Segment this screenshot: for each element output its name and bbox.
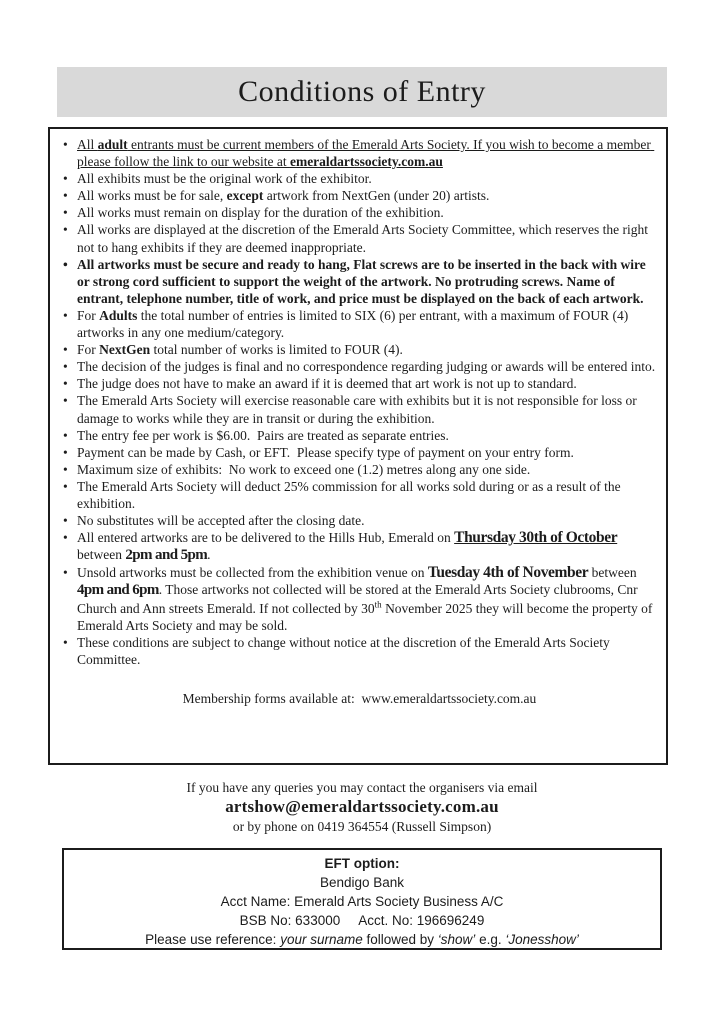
text-run: . <box>207 547 211 563</box>
bullet-marker: • <box>63 444 68 460</box>
condition-item <box>62 341 657 358</box>
bullet-marker: • <box>63 256 68 272</box>
condition-item <box>62 307 657 341</box>
condition-item <box>62 221 657 255</box>
conditions-list <box>62 136 657 668</box>
text-run: your surname <box>280 932 363 947</box>
eft-box <box>62 848 662 950</box>
contact-phone: or by phone on 0419 364554 (Russell Simpson) <box>232 819 492 834</box>
condition-item <box>62 478 657 512</box>
text-run: Adults <box>99 307 138 323</box>
text-run: artwork from NextGen (under 20) artists. <box>263 188 490 204</box>
text-run: ‘show’ <box>437 932 476 947</box>
text-run: No substitutes will be accepted after the closing date. <box>77 513 365 529</box>
text-run: These conditions are subject to change without notice at the discretion of the Emerald Arts Society Committee. <box>77 634 614 667</box>
contact-intro: If you have any queries you may contact the organisers via email <box>186 780 538 795</box>
bullet-marker: • <box>63 565 68 581</box>
condition-item <box>62 256 657 307</box>
condition-item <box>62 512 657 529</box>
condition-item <box>62 358 657 375</box>
condition-item <box>62 564 657 633</box>
text-run: the total number of entries is limited to SIX (6) per entrant, with a maximum of FOUR (4) artworks in any one medium/category. <box>77 307 632 341</box>
text-run: For <box>77 342 100 358</box>
bullet-marker: • <box>63 513 68 529</box>
text-run: Payment can be made by Cash, or EFT. Please specify type of payment on your entry form. <box>77 444 574 460</box>
condition-item <box>62 444 657 461</box>
text-run: The Emerald Arts Society will deduct 25% commission for all works sold during or as a result of the exhibition. <box>77 478 625 511</box>
condition-item <box>62 392 657 426</box>
bullet-marker: • <box>63 137 68 152</box>
text-run: emeraldartssociety.com.au <box>289 154 443 170</box>
text-run: 2pm and 5pm <box>125 547 208 564</box>
text-run: th <box>374 599 382 610</box>
eft-reference <box>64 930 660 949</box>
text-run: All artworks must be secure and ready to hang, Flat screws are to be inserted in the back with wire or strong cord sufficient to support the weight of the artwork. No protruding screws. Name of entrant, telephone number, title of work, and price must be displayed on the back of each artwork. <box>77 256 650 306</box>
text-run: The Emerald Arts Society will exercise reasonable care with exhibits but it is not responsible for loss or damage to works while they are in transit or during the exhibition. <box>77 393 641 426</box>
bullet-marker: • <box>63 205 68 221</box>
page-title: Conditions of Entry <box>238 75 486 108</box>
bullet-marker: • <box>63 427 68 443</box>
condition-item <box>62 427 657 444</box>
eft-bank: Bendigo Bank <box>319 875 405 890</box>
page-title-banner <box>57 67 667 117</box>
text-run: between <box>77 530 621 563</box>
contact-block <box>0 779 724 836</box>
eft-numbers: BSB No: 633000 Acct. No: 196696249 <box>239 913 485 928</box>
text-run: For <box>77 307 100 323</box>
conditions-box <box>48 127 668 765</box>
text-run: The judge does not have to make an award if it is deemed that art work is not up to standard. <box>77 376 577 392</box>
bullet-marker: • <box>63 478 68 494</box>
text-run: ‘Jonesshow’ <box>505 932 579 947</box>
text-run: November 2025 they will become the property of Emerald Arts Society and may be sold. <box>77 600 656 633</box>
text-run: . Those artworks not collected will be stored at the Emerald Arts Society clubrooms, Cnr Church and Ann streets Emerald. If not collected by 30 <box>77 582 642 616</box>
text-run: Tuesday 4th of November <box>427 564 589 582</box>
text-run: between <box>588 565 640 581</box>
text-run: total number of works is limited to FOUR (4). <box>150 342 403 358</box>
condition-item <box>62 634 657 668</box>
text-run: All exhibits must be the original work of the exhibitor. <box>77 171 372 187</box>
bullet-marker: • <box>63 530 68 546</box>
text-run: NextGen <box>99 342 151 358</box>
condition-item <box>62 529 657 564</box>
bullet-marker: • <box>63 222 68 238</box>
text-run: entrants must be current members of the Emerald Arts Society. If you wish to become a member please follow the link to our website at <box>77 137 655 170</box>
text-run: Unsold artworks must be collected from the exhibition venue on <box>77 565 428 581</box>
bullet-marker: • <box>63 307 68 323</box>
text-run: e.g. <box>475 932 506 947</box>
text-run: followed by <box>362 932 438 947</box>
text-run: All <box>77 137 98 152</box>
contact-email: artshow@emeraldartssociety.com.au <box>225 797 499 816</box>
bullet-marker: • <box>63 634 68 650</box>
bullet-marker: • <box>63 342 68 358</box>
bullet-marker: • <box>63 461 68 477</box>
bullet-marker: • <box>63 188 68 204</box>
text-run: The entry fee per work is $6.00. Pairs are treated as separate entries. <box>77 427 449 443</box>
eft-title: EFT option: <box>324 856 400 871</box>
condition-item <box>62 187 657 204</box>
text-run: All entered artworks are to be delivered to the Hills Hub, Emerald on <box>77 530 455 546</box>
text-run: The decision of the judges is final and no correspondence regarding judging or awards will be entered into. <box>77 359 656 375</box>
membership-line: Membership forms available at: www.emeraldartssociety.com.au <box>182 690 537 706</box>
condition-item <box>62 136 657 170</box>
text-run: Thursday 30th of October <box>454 529 618 547</box>
text-run: Maximum size of exhibits: No work to exceed one (1.2) metres along any one side. <box>77 461 531 477</box>
condition-item <box>62 170 657 187</box>
text-run: except <box>226 188 264 204</box>
bullet-marker: • <box>63 359 68 375</box>
text-run: All works are displayed at the discretion of the Emerald Arts Society Committee, which reserves the right not to hang exhibits if they are deemed inappropriate. <box>77 222 652 255</box>
text-run: 4pm and 6pm <box>77 582 159 599</box>
text-run: Please use reference: <box>145 932 281 947</box>
condition-item <box>62 204 657 221</box>
text-run: All works must remain on display for the duration of the exhibition. <box>77 205 444 221</box>
bullet-marker: • <box>63 376 68 392</box>
bullet-marker: • <box>63 171 68 187</box>
condition-item <box>62 461 657 478</box>
eft-account-name: Acct Name: Emerald Arts Society Business A/C <box>220 894 504 909</box>
text-run: adult <box>97 137 128 152</box>
text-run: All works must be for sale, <box>77 188 227 204</box>
condition-item <box>62 375 657 392</box>
bullet-marker: • <box>63 393 68 409</box>
